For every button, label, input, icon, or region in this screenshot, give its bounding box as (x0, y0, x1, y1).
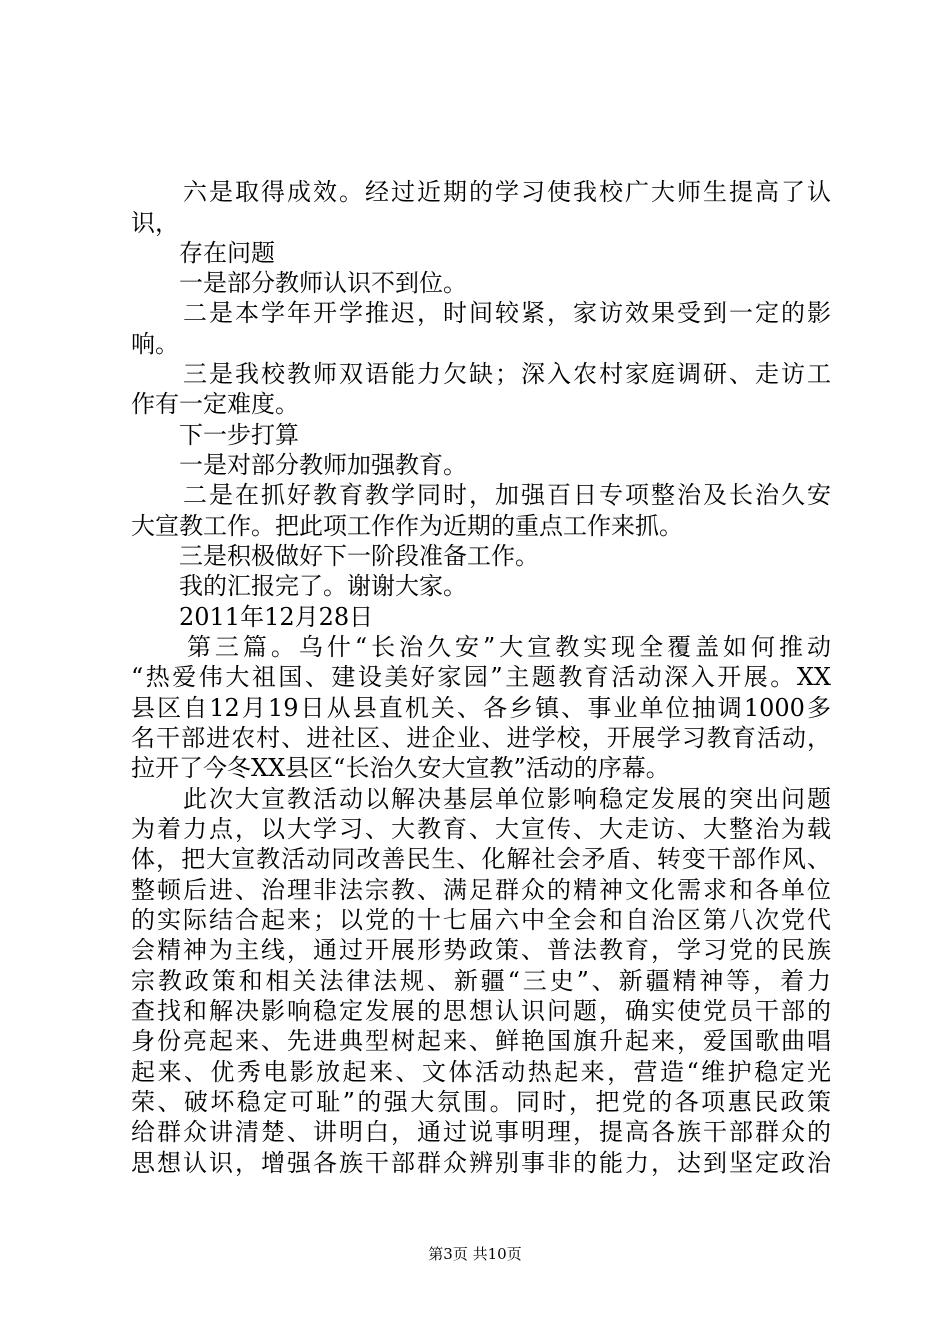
text-line: 思想认识，增强各族干部群众辨别事非的能力，达到坚定政治 (131, 1149, 831, 1177)
text-line: 三是我校教师双语能力欠缺；深入农村家庭调研、走访工 (131, 360, 831, 388)
text-line: 为着力点，以大学习、大教育、大宣传、大走访、大整治为载 (131, 815, 831, 843)
text-line: 整顿后进、治理非法宗教、满足群众的精神文化需求和各单位 (131, 876, 831, 904)
heading-problems: 存在问题 (131, 239, 275, 267)
text-line: 身份亮起来、先进典型树起来、鲜艳国旗升起来，爱国歌曲唱 (131, 1027, 831, 1055)
text-line: 此次大宣教活动以解决基层单位影响稳定发展的突出问题 (131, 785, 831, 813)
text-line: 宗教政策和相关法律法规、新疆“三史”、新疆精神等，着力 (131, 967, 831, 995)
text-line: 三是积极做好下一阶段准备工作。 (131, 542, 539, 570)
text-line: 响。 (131, 330, 179, 358)
text-line: 荣、破坏稳定可耻”的强大氛围。同时，把党的各项惠民政策 (131, 1088, 831, 1116)
text-line: 体，把大宣教活动同改善民生、化解社会矛盾、转变干部作风、 (131, 845, 831, 873)
text-line: 作有一定难度。 (131, 390, 299, 418)
text-line: 一是部分教师认识不到位。 (131, 269, 467, 297)
date-line: 2011年12月28日 (131, 603, 374, 631)
text-line: 县区自12月19日从县直机关、各乡镇、事业单位抽调1000多 (131, 694, 831, 722)
text-line: 二是在抓好教育教学同时，加强百日专项整治及长治久安 (131, 481, 831, 509)
text-line: 识， (131, 209, 179, 237)
text-line: 的实际结合起来；以党的十七届六中全会和自治区第八次党代 (131, 906, 831, 934)
text-line: 起来、优秀电影放起来、文体活动热起来，营造“维护稳定光 (131, 1058, 831, 1086)
text-line: 会精神为主线，通过开展形势政策、普法教育，学习党的民族 (131, 936, 831, 964)
text-line: “热爱伟大祖国、建设美好家园”主题教育活动深入开展。XX (131, 663, 831, 691)
text-line: 查找和解决影响稳定发展的思想认识问题，确实使党员干部的 (131, 997, 831, 1025)
text-line: 六是取得成效。经过近期的学习使我校广大师生提高了认 (131, 178, 831, 206)
text-line: 二是本学年开学推迟，时间较紧，家访效果受到一定的影 (131, 299, 831, 327)
text-line: 第三篇。乌什“长治久安”大宣教实现全覆盖如何推动 (131, 633, 831, 661)
text-line: 给群众讲清楚、讲明白，通过说事明理，提高各族干部群众的 (131, 1118, 831, 1146)
page-number-footer: 第3页 共10页 (428, 1245, 522, 1263)
text-line: 大宣教工作。把此项工作作为近期的重点工作来抓。 (131, 512, 683, 540)
text-line: 拉开了今冬XX县区“长治久安大宣教”活动的序幕。 (131, 754, 670, 782)
text-line: 我的汇报完了。谢谢大家。 (131, 572, 467, 600)
heading-next-steps: 下一步打算 (131, 421, 299, 449)
text-line: 名干部进农村、进社区、进企业、进学校，开展学习教育活动， (131, 724, 831, 752)
text-line: 一是对部分教师加强教育。 (131, 451, 467, 479)
